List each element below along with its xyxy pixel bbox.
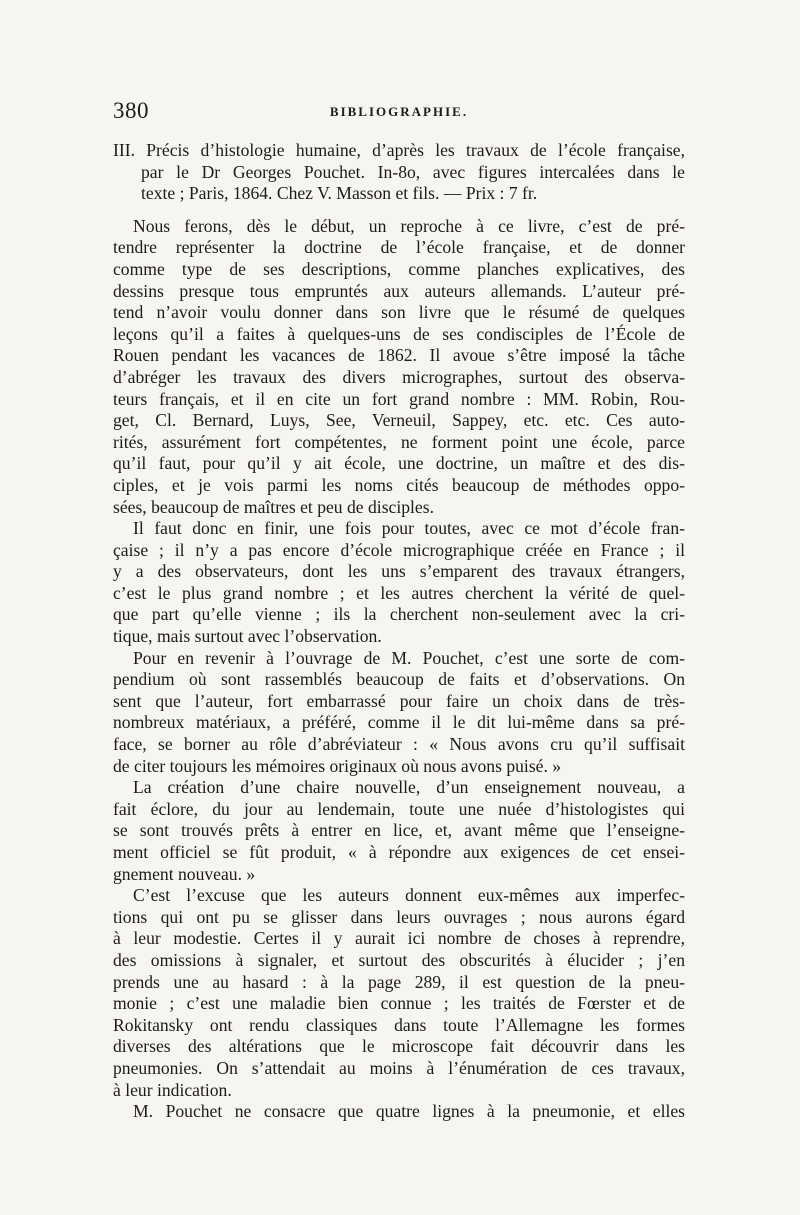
text-line: que part qu’elle vienne ; ils la cherchent non-seulement avec la cri- (113, 604, 685, 625)
text-line: Rokitansky ont rendu classiques dans toute l’Allemagne les formes (113, 1014, 685, 1035)
entry-line: texte ; Paris, 1864. Chez V. Masson et fils. — Prix : 7 fr. (141, 183, 538, 204)
text-line: gnement nouveau. » (113, 863, 256, 884)
text-line: M. Pouchet ne consacre que quatre lignes à la pneumonie, et elles (133, 1101, 685, 1122)
text-line: nombreux matériaux, a préféré, comme il le dit lui-même dans sa pré- (113, 712, 685, 733)
text-line: comme type de ses descriptions, comme planches explicatives, des (113, 258, 685, 279)
text-line: pneumonies. On s’attendait au moins à l’énumération de ces travaux, (113, 1057, 685, 1078)
paragraph-4 (113, 777, 685, 885)
paragraph-5 (113, 885, 685, 1101)
text-line: diverses des altérations que le microscope fait découvrir dans les (113, 1036, 685, 1057)
text-line: rités, assurément fort compétentes, ne forment point une école, parce (113, 431, 685, 452)
text-line: c’est le plus grand nombre ; et les autres cherchent la vérité de quel- (113, 582, 685, 603)
text-line: ment officiel se fût produit, « à répondre aux exigences de cet ensei- (113, 842, 685, 862)
text-line: tend n’avoir voulu donner dans son livre que le résumé de quelques (113, 302, 685, 323)
text-line: d’abréger les travaux des divers micrographes, surtout des observa- (113, 366, 685, 387)
bibliographic-entry (113, 140, 685, 205)
text-line: teurs français, et il en cite un fort grand nombre : MM. Robin, Rou- (113, 388, 685, 409)
text-line: pendium où sont rassemblés beaucoup de faits et d’observations. On (113, 669, 685, 690)
text-block (113, 140, 685, 1123)
text-line: leçons qu’il a faites à quelques-uns de ses condisciples de l’École de (113, 323, 685, 344)
text-line: dessins presque tous empruntés aux auteurs allemands. L’auteur pré- (113, 280, 685, 301)
text-line: Pour en revenir à l’ouvrage de M. Pouchet, c’est une sorte de com- (133, 647, 685, 668)
text-line: qu’il faut, pour qu’il y ait école, une doctrine, un maître et des dis- (113, 453, 685, 474)
text-line: tendre représenter la doctrine de l’école française, et de donner (113, 237, 685, 258)
text-line: Rouen pendant les vacances de 1862. Il avoue s’être imposé la tâche (113, 345, 685, 366)
text-line: La création d’une chaire nouvelle, d’un enseignement nouveau, a (133, 777, 685, 798)
text-line: sent que l’auteur, fort embarrassé pour faire un choix dans de très- (113, 690, 685, 711)
page-header (113, 98, 685, 132)
text-line: get, Cl. Bernard, Luys, See, Verneuil, Sappey, etc. etc. Ces auto- (113, 410, 685, 431)
text-line: monie ; c’est une maladie bien connue ; les traités de Fœrster et de (113, 993, 685, 1014)
paragraph-3 (113, 648, 685, 778)
running-head: BIBLIOGRAPHIE. (329, 104, 469, 119)
text-line: des omissions à signaler, et surtout des obscurités à élucider ; j’en (113, 949, 685, 970)
text-line: Il faut donc en finir, une fois pour toutes, avec ce mot d’école fran- (133, 518, 685, 539)
text-line: tions qui ont pu se glisser dans leurs ouvrages ; nous aurons égard (113, 906, 685, 927)
text-line: prends une au hasard : à la page 289, il est question de la pneu- (113, 971, 685, 992)
text-line: Nous ferons, dès le début, un reproche à ce livre, c’est de pré- (133, 215, 685, 236)
paragraph-6 (113, 1101, 685, 1123)
text-line: sées, beaucoup de maîtres et peu de disciples. (113, 496, 434, 517)
page-number: 380 (113, 98, 149, 123)
entry-line: III. Précis d’histologie humaine, d’après les travaux de l’école française, (113, 140, 685, 160)
text-line: à leur indication. (113, 1079, 232, 1100)
text-line: de citer toujours les mémoires originaux où nous avons puisé. » (113, 755, 562, 776)
text-line: se sont trouvés prêts à entrer en lice, et, avant même que l’enseigne- (113, 820, 685, 841)
paragraph-2 (113, 518, 685, 648)
text-line: fait éclore, du jour au lendemain, toute une nuée d’histologistes qui (113, 798, 685, 819)
paragraph-1 (113, 216, 685, 518)
spacer (113, 205, 685, 216)
entry-line: par le Dr Georges Pouchet. In-8o, avec figures intercalées dans le (141, 161, 685, 182)
text-line: C’est l’excuse que les auteurs donnent eux-mêmes aux imperfec- (133, 885, 685, 906)
text-line: y a des observateurs, dont les uns s’emparent des travaux étrangers, (113, 561, 685, 582)
text-line: tique, mais surtout avec l’observation. (113, 626, 382, 647)
text-line: à leur modestie. Certes il y aurait ici nombre de choses à reprendre, (113, 928, 685, 949)
text-line: ciples, et je vois parmi les noms cités beaucoup de méthodes oppo- (113, 474, 685, 495)
text-line: face, se borner au rôle d’abréviateur : « Nous avons cru qu’il suffisait (113, 734, 685, 755)
text-line: çaise ; il n’y a pas encore d’école micrographique créée en France ; il (113, 539, 685, 560)
